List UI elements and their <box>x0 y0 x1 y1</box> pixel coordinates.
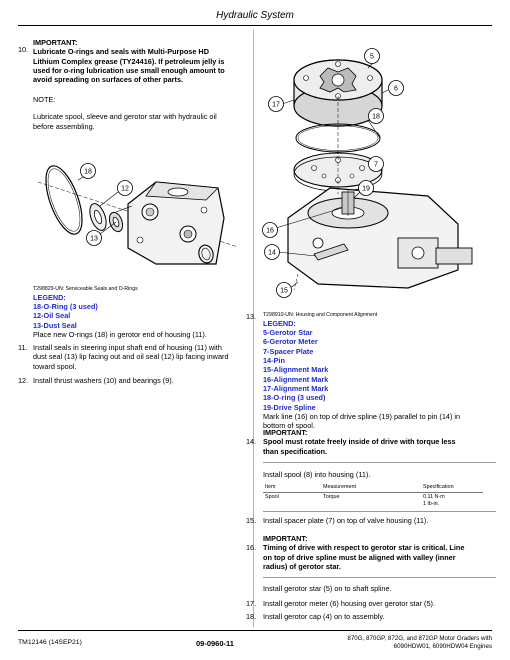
footer-page-number: 09-0960-11 <box>196 639 234 648</box>
divider <box>263 462 496 463</box>
install-spool-text: Install spool (8) into housing (11). <box>263 470 371 479</box>
step-number: 17. <box>246 599 257 608</box>
step-11 <box>18 343 250 371</box>
figure-caption: T298829-UN: Serviceable Seals and O-Rings <box>33 286 138 292</box>
step-16-line: on top of drive spline must be aligned with valley (inner <box>263 552 456 562</box>
step-16-line: Timing of drive with respect to gerotor star is critical. Line <box>263 543 465 553</box>
step-number: 14. <box>246 437 257 446</box>
spec-item: Spool <box>265 494 279 501</box>
step-17 <box>246 599 496 608</box>
legend-title: LEGEND: <box>33 292 66 302</box>
callout-12: 12 <box>121 185 129 193</box>
install-star-text: Install gerotor star (5) on to shaft spline. <box>263 584 392 593</box>
note-line: Lubricate spool, sleeve and gerotor star with hydraulic oil <box>33 112 217 122</box>
spec-value-imperial: 1 lb-in. <box>423 501 440 508</box>
legend-item: 12-Oil Seal <box>33 311 71 321</box>
spec-header-specification: Specification <box>421 483 483 492</box>
step-10 <box>18 38 250 85</box>
callout-18: 18 <box>372 113 380 121</box>
step-number: 10. <box>18 45 29 54</box>
legend-item: 7-Spacer Plate <box>263 346 314 356</box>
install-spool-block <box>263 470 496 509</box>
legend-item: 18-O-ring (3 used) <box>263 393 326 403</box>
install-star-block <box>263 584 496 593</box>
seals-figure <box>28 152 250 282</box>
divider <box>263 511 496 512</box>
step-number: 13. <box>246 312 257 321</box>
callout-19: 19 <box>362 185 370 193</box>
step-18 <box>246 612 496 621</box>
callout-16: 16 <box>266 227 274 235</box>
step-10-line: used for o-ring lubrication use small enough amount to <box>33 65 225 75</box>
step-number: 18. <box>246 612 257 621</box>
legend-item: 6-Gerotor Meter <box>263 337 318 347</box>
alignment-figure <box>258 38 490 298</box>
step-14-line: than specification. <box>263 446 328 456</box>
step-17-text: Install gerotor meter (6) housing over gerotor star (5). <box>263 599 435 608</box>
step-10-line: Lubricate O-rings and seals with Multi-Purpose HD <box>33 47 209 57</box>
legend-title: LEGEND: <box>263 318 296 328</box>
step-11-line: dust seal (13) lip facing out and oil seal (12) lip facing inward <box>33 352 229 362</box>
step-14-line: Spool must rotate freely inside of drive with torque less <box>263 437 456 447</box>
callout-14: 14 <box>268 249 276 257</box>
callout-5: 5 <box>370 53 374 61</box>
footer-doc-id: TM12146 (14SEP21) <box>18 639 82 646</box>
step-12-text: Install thrust washers (10) and bearings (9). <box>33 376 174 385</box>
callout-7: 7 <box>374 161 378 169</box>
step-16 <box>246 534 496 571</box>
spec-table <box>263 483 483 509</box>
step-number: 15. <box>246 516 257 525</box>
step-18-text: Install gerotor cap (4) on to assembly. <box>263 612 385 621</box>
step-number: 16. <box>246 543 257 552</box>
important-label: IMPORTANT: <box>263 428 308 437</box>
footer-models-line: 6090HDW01, 6090HDW04 Engines <box>393 642 492 650</box>
step-number: 12. <box>18 376 29 385</box>
legend-item: 17-Alignment Mark <box>263 383 329 393</box>
table-row <box>263 493 483 509</box>
legend-item: 16-Alignment Mark <box>263 374 329 384</box>
step-15-text: Install spacer plate (7) on top of valve housing (11). <box>263 516 429 525</box>
legend-item: 13-Dust Seal <box>33 320 77 330</box>
callout-18: 18 <box>84 168 92 176</box>
page-title: Hydraulic System <box>216 10 294 21</box>
callout-15: 15 <box>280 287 288 295</box>
mark-line-text: Mark line (16) on top of drive spline (19) parallel to pin (14) in <box>263 411 461 421</box>
step-12 <box>18 376 250 385</box>
header-rule <box>18 25 492 26</box>
step-11-line: toward spool. <box>33 361 77 371</box>
legend-item: 15-Alignment Mark <box>263 365 329 375</box>
spec-header-measurement: Measurement <box>321 483 421 492</box>
spec-value-metric: 0.11 N·m <box>423 494 445 501</box>
footer-rule <box>18 630 492 631</box>
note-label: NOTE: <box>33 95 56 104</box>
callout-6: 6 <box>394 85 398 93</box>
callout-13: 13 <box>90 235 98 243</box>
step-11-line: Install seals in steering input shaft end of housing (11) with <box>33 343 222 352</box>
left-figure-caption-block <box>33 286 248 339</box>
legend-item: 5-Gerotor Star <box>263 327 313 337</box>
spec-measurement: Torque <box>323 494 340 501</box>
figure-caption: T298910-UN: Housing and Component Alignment <box>263 312 378 318</box>
legend-item: 18-O-Ring (3 used) <box>33 301 98 311</box>
important-label: IMPORTANT: <box>33 38 78 47</box>
step-13 <box>246 312 496 431</box>
legend-item: 19-Drive Spline <box>263 402 316 412</box>
callout-17: 17 <box>272 101 280 109</box>
footer-models <box>292 635 492 651</box>
legend-item: 14-Pin <box>263 355 285 365</box>
step-10-line: Lithium Complex grease (TY24416). If petroleum jelly is <box>33 56 225 66</box>
place-o-rings-text: Place new O-rings (18) in gerotor end of housing (11). <box>33 329 207 339</box>
step-10-line: avoid spreading on surfaces of other parts. <box>33 75 184 85</box>
note-line: before assembling. <box>33 121 95 131</box>
step-15 <box>246 516 496 525</box>
footer-models-line: 870G, 870GP, 872G, and 872GP Motor Graders with <box>347 635 492 642</box>
note-block <box>33 95 248 131</box>
step-14 <box>246 428 496 456</box>
mark-line-text: bottom of spool. <box>263 421 315 431</box>
step-16-line: radius) of gerotor star. <box>263 561 341 571</box>
important-label: IMPORTANT: <box>263 534 308 543</box>
spec-header-item: Item <box>263 483 321 492</box>
divider <box>263 577 496 578</box>
step-number: 11. <box>18 343 28 352</box>
